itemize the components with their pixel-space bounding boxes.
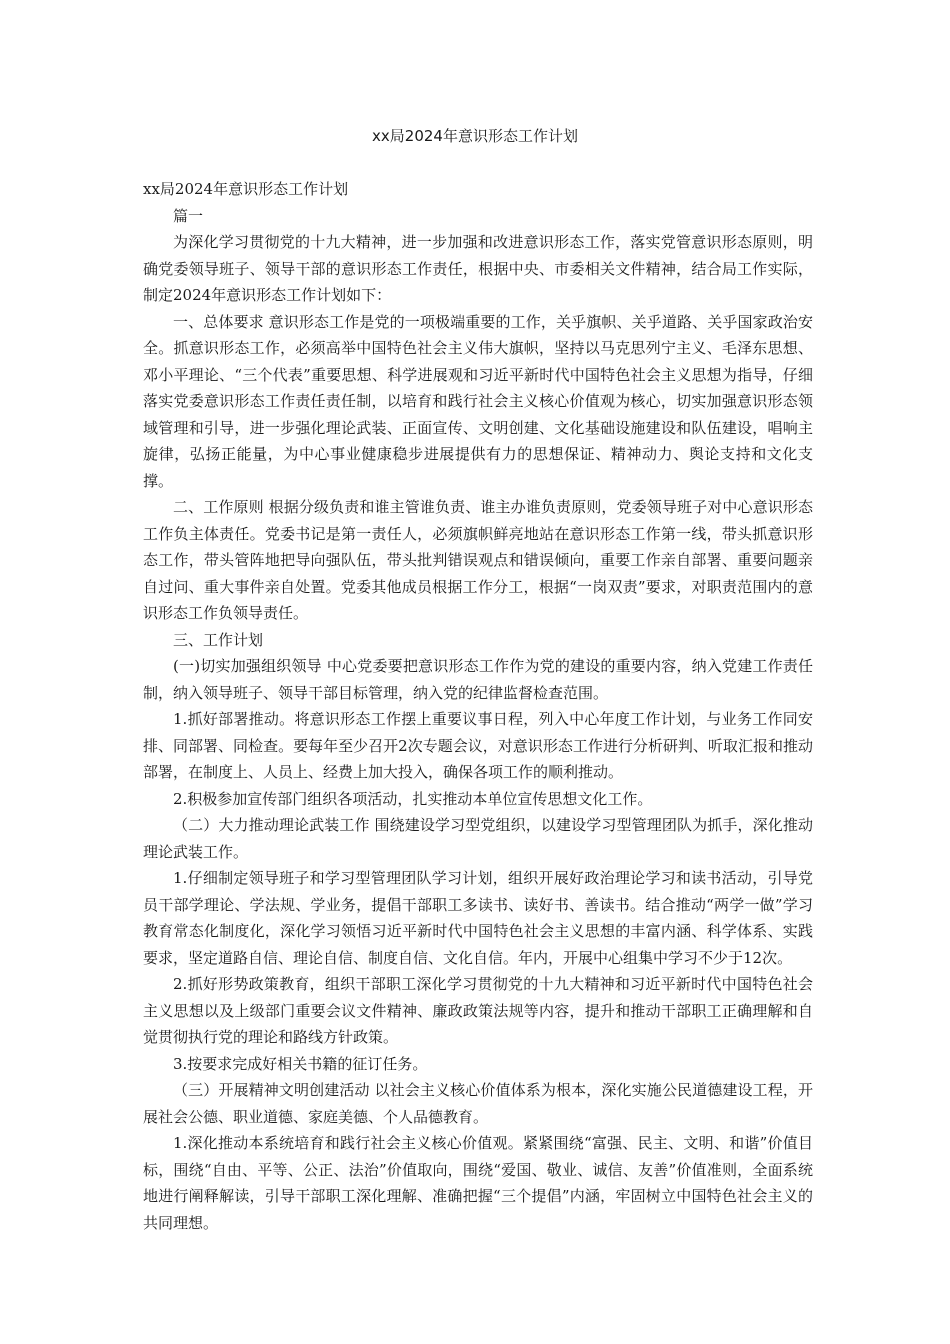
paragraph-core-values: 1.深化推动本系统培育和践行社会主义核心价值观。紧紧围绕“富强、民主、文明、和谐”价值目标，围绕“自由、平等、公正、法治”价值取向，围绕“爱国、敬业、诚信、友善”价值准则，全面系统地进行阐释解读，引导干部职工深化理解、准确把握“三个提倡”内涵，牢固树立中国特色社会主义的共同理想。 — [143, 1134, 813, 1232]
document-body — [143, 176, 813, 1236]
paragraph-section-label: 篇一 — [173, 206, 204, 225]
paragraph-book-subscription: 3.按要求完成好相关书籍的征订任务。 — [173, 1054, 428, 1073]
paragraph-propaganda-activities: 2.积极参加宣传部门组织各项活动，扎实推动本单位宣传思想文化工作。 — [173, 789, 653, 808]
heading-work-plan: 三、工作计划 — [173, 630, 264, 649]
paragraph-org-leadership: (一)切实加强组织领导 中心党委要把意识形态工作作为党的建设的重要内容，纳入党建工作责任制，纳入领导班子、领导干部目标管理，纳入党的纪律监督检查范围。 — [143, 657, 813, 702]
paragraph-general-requirements: 一、总体要求 意识形态工作是党的一项极端重要的工作，关乎旗帜、关乎道路、关乎国家政治安全。抓意识形态工作，必须高举中国特色社会主义伟大旗帜，坚持以马克思列宁主义、毛泽东思想、邓小平理论、“三个代表”重要思想、科学进展观和习近平新时代中国特色社会主义思想为指导，仔细落实党委意识形态工作责任责任制，以培育和践行社会主义核心价值观为核心，切实加强意识形态领域管理和引导，进一步强化理论武装、正面宣传、文明创建、文化基础设施建设和队伍建设，唱响主旋律，弘扬正能量，为中心事业健康稳步进展提供有力的思想保证、精神动力、舆论支持和文化支撑。 — [143, 312, 813, 490]
paragraph-theory-armament: （二）大力推动理论武装工作 围绕建设学习型党组织，以建设学习型管理团队为抓手，深化推动理论武装工作。 — [143, 816, 813, 861]
paragraph-civilization-creation: （三）开展精神文明创建活动 以社会主义核心价值体系为根本，深化实施公民道德建设工程，开展社会公德、职业道德、家庭美德、个人品德教育。 — [143, 1081, 813, 1126]
document-subtitle: xx局2024年意识形态工作计划 — [143, 180, 349, 198]
paragraph-deployment: 1.抓好部署推动。将意识形态工作摆上重要议事日程，列入中心年度工作计划，与业务工作同安排、同部署、同检查。要每年至少召开2次专题会议，对意识形态工作进行分析研判、听取汇报和推动部署，在制度上、人员上、经费上加大投入，确保各项工作的顺利推动。 — [143, 710, 813, 781]
paragraph-policy-education: 2.抓好形势政策教育，组织干部职工深化学习贯彻党的十九大精神和习近平新时代中国特色社会主义思想以及上级部门重要会议文件精神、廉政政策法规等内容，提升和推动干部职工正确理解和自觉贯彻执行党的理论和路线方针政策。 — [143, 975, 813, 1046]
paragraph-intro: 为深化学习贯彻党的十九大精神，进一步加强和改进意识形态工作，落实党管意识形态原则，明确党委领导班子、领导干部的意识形态工作责任，根据中央、市委相关文件精神，结合局工作实际，制定2024年意识形态工作计划如下： — [143, 233, 813, 304]
paragraph-study-plan: 1.仔细制定领导班子和学习型管理团队学习计划，组织开展好政治理论学习和读书活动，引导党员干部学理论、学法规、学业务，提倡干部职工多读书、读好书、善读书。结合推动“两学一做”学习教育常态化制度化，深化学习领悟习近平新时代中国特色社会主义思想的丰富内涵、科学体系、实践要求，坚定道路自信、理论自信、制度自信、文化自信。年内，开展中心组集中学习不少于12次。 — [143, 869, 813, 967]
paragraph-work-principles: 二、工作原则 根据分级负责和谁主管谁负责、谁主办谁负责原则，党委领导班子对中心意识形态工作负主体责任。党委书记是第一责任人，必须旗帜鲜亮地站在意识形态工作第一线，带头抓意识形态工作，带头管阵地把导向强队伍，带头批判错误观点和错误倾向，重要工作亲自部署、重要问题亲自过问、重大事件亲自处置。党委其他成员根据工作分工，根据“一岗双责”要求，对职责范围内的意识形态工作负领导责任。 — [143, 498, 813, 622]
document-title: xx局2024年意识形态工作计划 — [372, 127, 578, 145]
